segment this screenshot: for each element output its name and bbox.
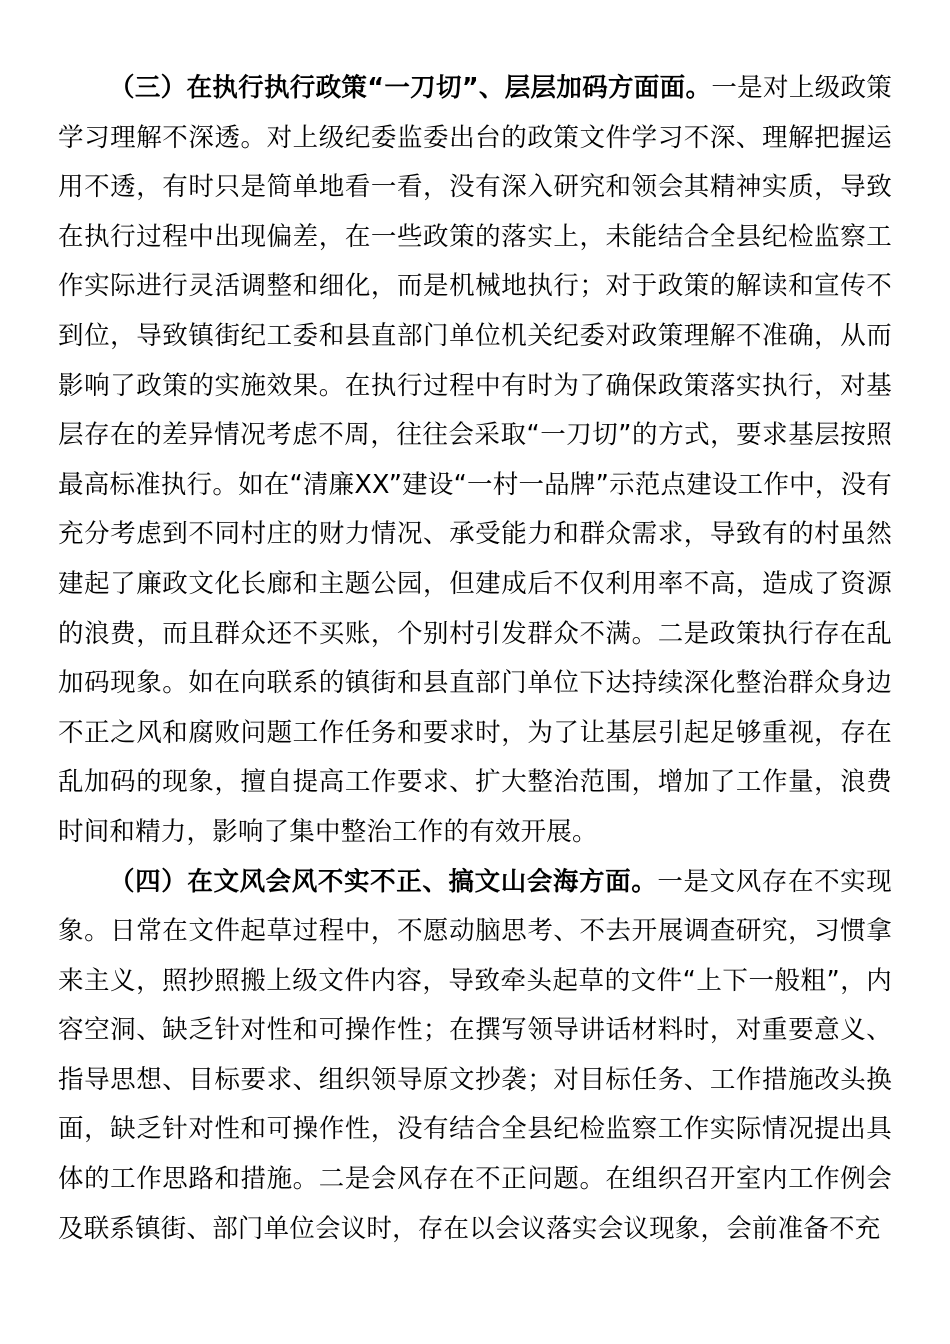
paragraph-section-4 [58,858,892,1255]
section-4-body: 一是文风存在不实现象。日常在文件起草过程中，不愿动脑思考、不去开展调查研究，习惯拿来主义，照抄照搬上级文件内容，导致牵头起草的文件“上下一般粗”，内容空洞、缺乏针对性和可操作性；在撰写领导讲话材料时，对重要意义、指导思想、目标要求、组织领导原文抄袭；对目标任务、工作措施改头换面，缺乏针对性和可操作性，没有结合全县纪检监察工作实际情况提出具体的工作思路和措施。二是会风存在不正问题。在组织召开室内工作例会及联系镇街、部门单位会议时，存在以会议落实会议现象，会前准备不充 [58,866,892,1244]
section-4-heading: （四）在文风会风不实不正、搞文山会海方面。 [109,866,658,897]
section-3-heading: （三）在执行执行政策“一刀切”、层层加码方面面。 [109,73,712,103]
paragraph-section-3 [58,64,892,858]
section-3-body: 一是对上级政策学习理解不深透。对上级纪委监委出台的政策文件学习不深、理解把握运用不透，有时只是简单地看一看，没有深入研究和领会其精神实质，导致在执行过程中出现偏差，在一些政策的落实上，未能结合全县纪检监察工作实际进行灵活调整和细化，而是机械地执行；对于政策的解读和宣传不到位，导致镇街纪工委和县直部门单位机关纪委对政策理解不准确，从而影响了政策的实施效果。在执行过程中有时为了确保政策落实执行，对基层存在的差异情况考虑不周，往往会采取“一刀切”的方式，要求基层按照最高标准执行。如在“清廉XX”建设“一村一品牌”示范点建设工作中，没有充分考虑到不同村庄的财力情况、承受能力和群众需求，导致有的村虽然建起了廉政文化长廊和主题公园，但建成后不仅利用率不高，造成了资源的浪费，而且群众还不买账，个别村引发群众不满。二是政策执行存在乱加码现象。如在向联系的镇街和县直部门单位下达持续深化整治群众身边不正之风和腐败问题工作任务和要求时，为了让基层引起足够重视，存在乱加码的现象，擅自提高工作要求、扩大整治范围，增加了工作量，浪费时间和精力，影响了集中整治工作的有效开展。 [58,73,892,847]
document-page [58,64,892,1254]
